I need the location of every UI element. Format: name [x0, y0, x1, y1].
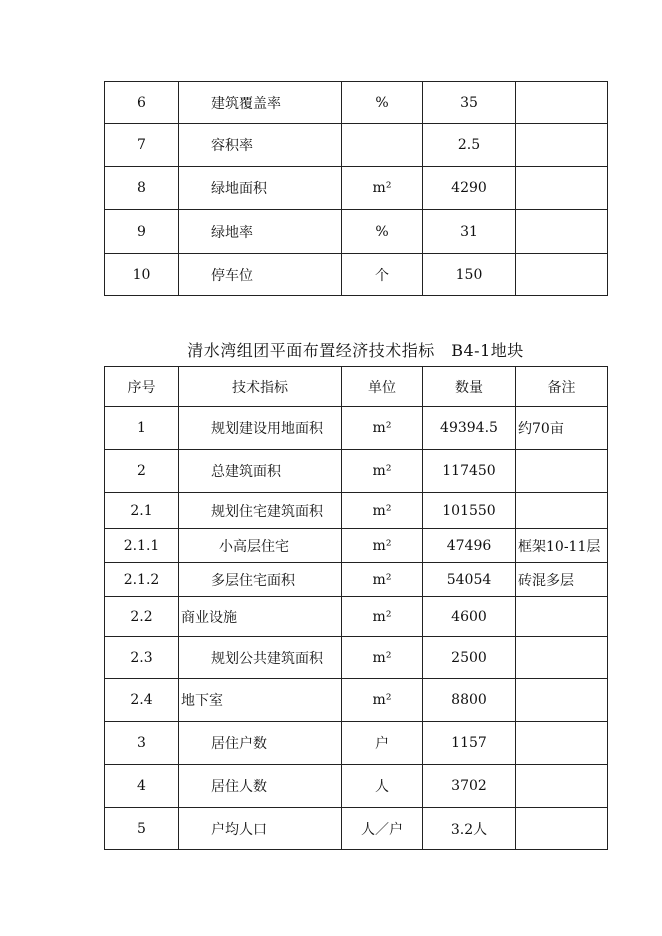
row-number: 2.4	[105, 679, 179, 722]
value-cell: 4600	[423, 597, 516, 637]
value-cell: 3702	[423, 765, 516, 808]
table-row	[105, 493, 608, 529]
note-cell: 约70亩	[516, 407, 608, 450]
row-number: 2.1	[105, 493, 179, 529]
indicator-name: 多层住宅面积	[179, 563, 342, 597]
row-number: 5	[105, 808, 179, 850]
table-row	[105, 637, 608, 679]
unit-cell: m²	[342, 597, 423, 637]
unit-cell: m²	[342, 563, 423, 597]
table-header-row	[105, 367, 608, 407]
indicator-name: 建筑覆盖率	[179, 82, 342, 124]
header-number: 序号	[105, 367, 179, 407]
indicator-name: 小高层住宅	[179, 529, 342, 563]
value-cell: 49394.5	[423, 407, 516, 450]
note-cell	[516, 808, 608, 850]
table-row	[105, 722, 608, 765]
table-row	[105, 82, 608, 124]
indicator-name: 规划公共建筑面积	[179, 637, 342, 679]
indicator-name: 总建筑面积	[179, 450, 342, 493]
row-number: 2.2	[105, 597, 179, 637]
value-cell: 1157	[423, 722, 516, 765]
table-row	[105, 679, 608, 722]
unit-cell: 人／户	[342, 808, 423, 850]
table-row	[105, 167, 608, 210]
table-row	[105, 563, 608, 597]
value-cell: 2500	[423, 637, 516, 679]
value-cell: 47496	[423, 529, 516, 563]
row-number: 2.1.1	[105, 529, 179, 563]
unit-cell: m²	[342, 529, 423, 563]
unit-cell	[342, 124, 423, 167]
unit-cell: m²	[342, 407, 423, 450]
value-cell: 150	[423, 254, 516, 296]
table-row	[105, 254, 608, 296]
table-row	[105, 407, 608, 450]
note-cell	[516, 450, 608, 493]
indicator-name: 绿地面积	[179, 167, 342, 210]
indicator-name: 停车位	[179, 254, 342, 296]
note-cell	[516, 210, 608, 254]
row-number: 2	[105, 450, 179, 493]
row-number: 9	[105, 210, 179, 254]
indicator-name: 规划住宅建筑面积	[179, 493, 342, 529]
unit-cell: m²	[342, 679, 423, 722]
header-value: 数量	[423, 367, 516, 407]
header-item: 技术指标	[179, 367, 342, 407]
indicator-name: 地下室	[179, 679, 342, 722]
note-cell	[516, 765, 608, 808]
note-cell	[516, 167, 608, 210]
indicator-name: 绿地率	[179, 210, 342, 254]
indicator-table-b4-1	[104, 366, 608, 850]
row-number: 7	[105, 124, 179, 167]
note-cell	[516, 597, 608, 637]
indicator-table-continued	[104, 81, 608, 296]
header-unit: 单位	[342, 367, 423, 407]
note-cell: 砖混多层	[516, 563, 608, 597]
row-number: 3	[105, 722, 179, 765]
value-cell: 101550	[423, 493, 516, 529]
table-row	[105, 808, 608, 850]
row-number: 2.3	[105, 637, 179, 679]
unit-cell: m²	[342, 493, 423, 529]
note-cell	[516, 254, 608, 296]
row-number: 6	[105, 82, 179, 124]
indicator-name: 容积率	[179, 124, 342, 167]
row-number: 10	[105, 254, 179, 296]
value-cell: 54054	[423, 563, 516, 597]
table-row	[105, 124, 608, 167]
value-cell: 3.2人	[423, 808, 516, 850]
table-row	[105, 210, 608, 254]
unit-cell: %	[342, 210, 423, 254]
row-number: 2.1.2	[105, 563, 179, 597]
note-cell	[516, 679, 608, 722]
note-cell	[516, 722, 608, 765]
value-cell: 35	[423, 82, 516, 124]
unit-cell: 个	[342, 254, 423, 296]
value-cell: 4290	[423, 167, 516, 210]
note-cell	[516, 124, 608, 167]
indicator-name: 居住人数	[179, 765, 342, 808]
note-cell: 框架10-11层	[516, 529, 608, 563]
table-row	[105, 597, 608, 637]
unit-cell: 人	[342, 765, 423, 808]
note-cell	[516, 493, 608, 529]
indicator-name: 居住户数	[179, 722, 342, 765]
unit-cell: 户	[342, 722, 423, 765]
value-cell: 8800	[423, 679, 516, 722]
table-row	[105, 529, 608, 563]
value-cell: 117450	[423, 450, 516, 493]
value-cell: 31	[423, 210, 516, 254]
row-number: 8	[105, 167, 179, 210]
indicator-name: 规划建设用地面积	[179, 407, 342, 450]
note-cell	[516, 82, 608, 124]
table-row	[105, 450, 608, 493]
indicator-name: 户均人口	[179, 808, 342, 850]
unit-cell: m²	[342, 167, 423, 210]
unit-cell: m²	[342, 450, 423, 493]
note-cell	[516, 637, 608, 679]
value-cell: 2.5	[423, 124, 516, 167]
table-title: 清水湾组团平面布置经济技术指标 B4-1地块	[187, 341, 524, 360]
row-number: 1	[105, 407, 179, 450]
table-row	[105, 765, 608, 808]
unit-cell: %	[342, 82, 423, 124]
unit-cell: m²	[342, 637, 423, 679]
header-note: 备注	[516, 367, 608, 407]
row-number: 4	[105, 765, 179, 808]
indicator-name: 商业设施	[179, 597, 342, 637]
